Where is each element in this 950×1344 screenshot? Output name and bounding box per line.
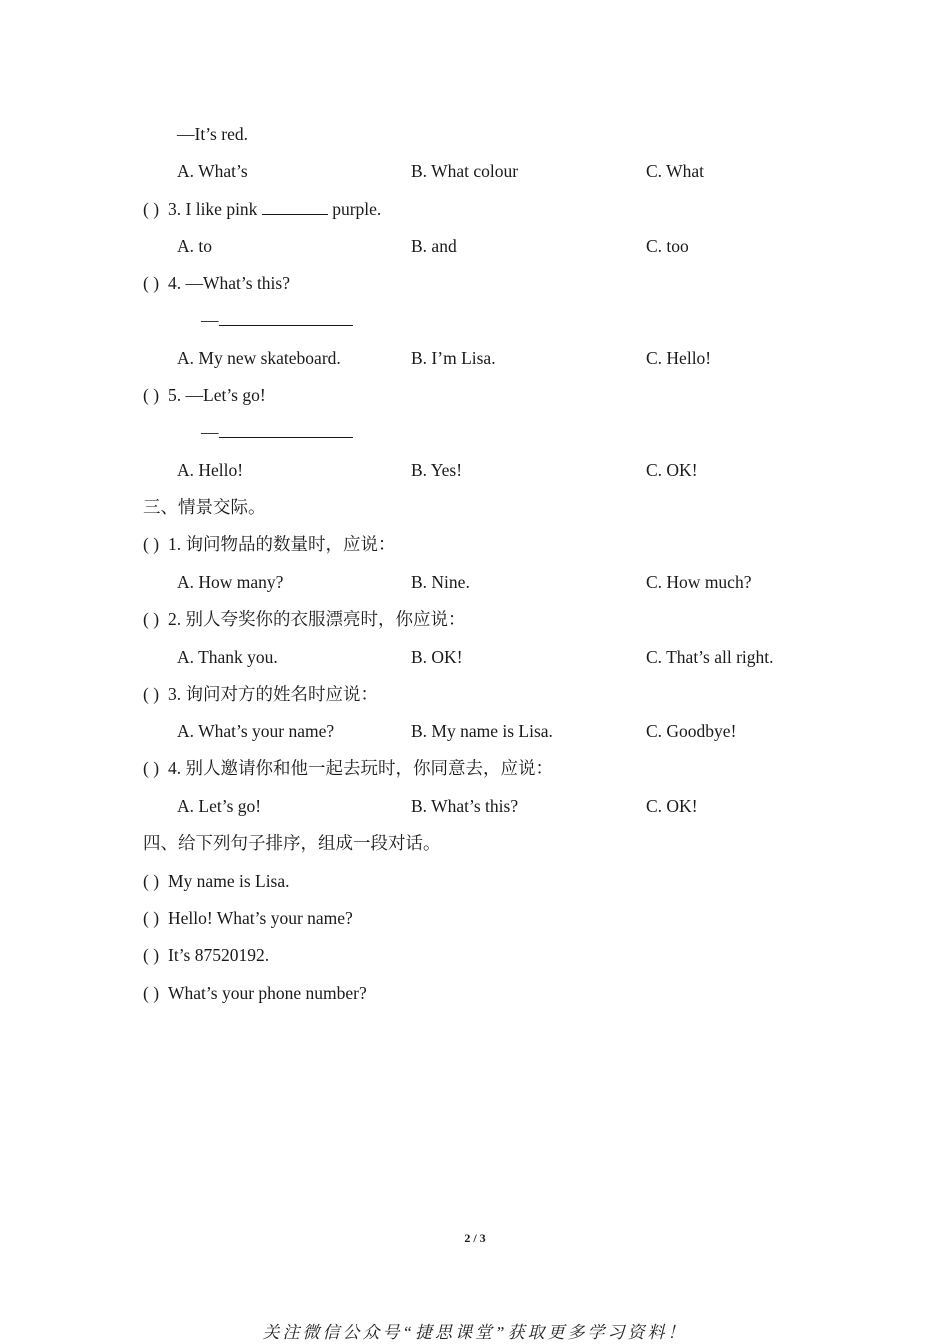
q2-option-c: C. What <box>646 161 705 181</box>
page-number: 2 / 3 <box>464 1231 486 1245</box>
s3-q2-option-a: A. Thank you. <box>177 647 278 667</box>
response-dash: — <box>201 310 219 330</box>
s3-q3-option-b: B. My name is Lisa. <box>411 721 553 741</box>
section-4-title: 四、给下列句子排序，组成一段对话。 <box>143 833 441 853</box>
q2-option-a: A. What’s <box>177 161 248 181</box>
s4-item-1: My name is Lisa. <box>168 871 290 891</box>
answer-paren[interactable]: ( ) <box>143 983 160 1003</box>
question-after-blank: purple. <box>332 199 382 219</box>
s4-item-3: It’s 87520192. <box>168 945 270 965</box>
question-number: 4. <box>168 273 182 293</box>
answer-paren[interactable]: ( ) <box>143 385 160 405</box>
answer-paren[interactable]: ( ) <box>143 199 160 219</box>
s3-q1-option-a: A. How many? <box>177 572 284 592</box>
s3-q1-option-b: B. Nine. <box>411 572 470 592</box>
fill-blank[interactable] <box>219 421 353 438</box>
q3-option-c: C. too <box>646 236 689 256</box>
answer-paren[interactable]: ( ) <box>143 945 160 965</box>
question-number: 5. <box>168 385 182 405</box>
section-3-title: 三、情景交际。 <box>143 497 266 517</box>
s3-q3-option-a: A. What’s your name? <box>177 721 335 741</box>
question-4-text <box>168 272 290 294</box>
s3-q4-option-b: B. What’s this? <box>411 796 519 816</box>
question-number: 3. <box>168 199 182 219</box>
response-line <box>201 421 353 443</box>
answer-paren[interactable]: ( ) <box>143 684 160 704</box>
s3-q2-option-c: C. That’s all right. <box>646 647 774 667</box>
s3-question-1: 1. 询问物品的数量时，应说： <box>168 534 396 554</box>
q4-option-a: A. My new skateboard. <box>177 348 341 368</box>
q5-option-b: B. Yes! <box>411 460 463 480</box>
fill-blank[interactable] <box>219 309 353 326</box>
s3-question-4: 4. 别人邀请你和他一起去玩时，你同意去，应说： <box>168 758 553 778</box>
response-dash: — <box>201 422 219 442</box>
question-prompt: —Let’s go! <box>185 385 266 405</box>
answer-paren[interactable]: ( ) <box>143 273 160 293</box>
q3-option-b: B. and <box>411 236 457 256</box>
s3-q3-option-c: C. Goodbye! <box>646 721 737 741</box>
q3-option-a: A. to <box>177 236 212 256</box>
answer-paren[interactable]: ( ) <box>143 534 160 554</box>
s3-q4-option-c: C. OK! <box>646 796 698 816</box>
q4-option-c: C. Hello! <box>646 348 712 368</box>
footer-promo: 关注微信公众号“捷思课堂”获取更多学习资料！ <box>262 1323 688 1342</box>
answer-paren[interactable]: ( ) <box>143 758 160 778</box>
q2-option-b: B. What colour <box>411 161 519 181</box>
s3-question-2: 2. 别人夸奖你的衣服漂亮时，你应说： <box>168 609 466 629</box>
s3-q2-option-b: B. OK! <box>411 647 463 667</box>
response-line <box>201 309 353 331</box>
q5-option-a: A. Hello! <box>177 460 244 480</box>
question-before-blank: I like pink <box>185 199 258 219</box>
question-3-text <box>168 198 381 220</box>
question-5-text <box>168 384 266 406</box>
answer-paren[interactable]: ( ) <box>143 908 160 928</box>
answer-paren[interactable]: ( ) <box>143 871 160 891</box>
q5-option-c: C. OK! <box>646 460 698 480</box>
s4-item-2: Hello! What’s your name? <box>168 908 353 928</box>
s3-q4-option-a: A. Let’s go! <box>177 796 262 816</box>
fill-blank[interactable] <box>262 198 328 215</box>
s3-question-3: 3. 询问对方的姓名时应说： <box>168 684 378 704</box>
s3-q1-option-c: C. How much? <box>646 572 752 592</box>
question-prompt: —What’s this? <box>185 273 290 293</box>
answer-paren[interactable]: ( ) <box>143 609 160 629</box>
answer-line: —It’s red. <box>177 124 248 144</box>
q4-option-b: B. I’m Lisa. <box>411 348 496 368</box>
s4-item-4: What’s your phone number? <box>168 983 367 1003</box>
